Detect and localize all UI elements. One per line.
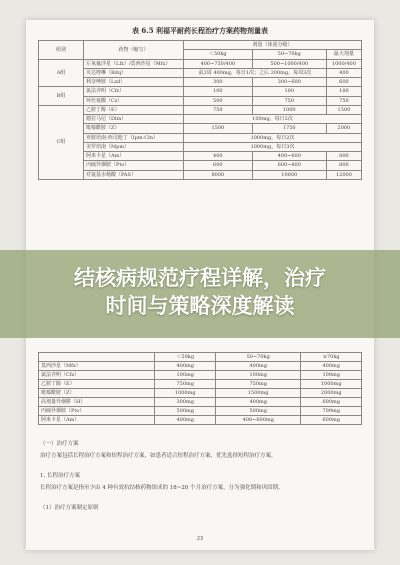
dosage-table	[38, 40, 362, 180]
cell: 600mg	[301, 398, 362, 407]
subsection-1: 1. 长程治疗方案	[40, 473, 80, 479]
cell: 亚胺培南-西司他丁（Ipm-Cln）	[84, 133, 184, 142]
cell: 400	[326, 68, 361, 77]
cell: 100	[184, 87, 253, 96]
cell: 100	[252, 87, 326, 96]
cell: 600mg	[301, 416, 362, 425]
cell: 100mg	[216, 371, 301, 380]
cell: 750	[326, 96, 361, 105]
cell: 100mg	[301, 371, 362, 380]
cell: 1500	[326, 105, 361, 114]
section-title: （一）治疗方案	[40, 441, 79, 447]
table-row	[39, 416, 362, 425]
table-row	[39, 371, 362, 380]
header-dose: 剂量（体重分级）	[184, 41, 362, 50]
table-row	[39, 78, 362, 87]
cell: 400~750/400	[184, 59, 253, 68]
table-row	[39, 68, 362, 77]
table-row	[39, 105, 362, 114]
banner-title-line-1: 结核病规范疗程详解，治疗	[74, 266, 326, 290]
cell: 1000mg	[155, 389, 216, 398]
cell: 50~70kg	[216, 353, 301, 362]
table-row	[39, 96, 362, 105]
cell: 2000mg	[301, 389, 362, 398]
cell: 400~600	[252, 152, 326, 161]
cell: 贝达喹啉（Bdq）	[84, 68, 184, 77]
header-max: 最大剂量	[326, 50, 361, 59]
header-drug: 药物（缩写）	[84, 41, 184, 60]
cell: 100mg，每日2次	[184, 115, 362, 124]
cell: 1000mg，每日3次	[184, 142, 362, 151]
cell: A组	[39, 59, 84, 87]
cell: 前2周 400mg，每日1次；之后 200mg，每周3次	[184, 68, 327, 77]
cell: 1500	[184, 124, 253, 133]
cell: 800	[326, 161, 361, 170]
cell: 氯法齐明（Cfz）	[39, 371, 155, 380]
table-row	[39, 124, 362, 133]
cell: 对氨基水杨酸（PAS）	[84, 170, 184, 179]
cell: 500mg	[155, 407, 216, 416]
cell: B组	[39, 87, 84, 106]
header-lt50: ＜50kg	[184, 50, 253, 59]
cell: 400mg	[301, 362, 362, 371]
cell: 750	[252, 96, 326, 105]
cell: 600	[326, 78, 361, 87]
cell: 高剂量异烟肼（H）	[39, 398, 155, 407]
cell: 吡嗪酰胺（Z）	[39, 389, 155, 398]
cell: 500mg	[216, 407, 301, 416]
cell: 8000	[184, 170, 253, 179]
cell: 美罗培南（Mpm）	[84, 142, 184, 151]
cell: 400	[184, 152, 253, 161]
header-group: 组别	[39, 41, 84, 60]
cell: 德拉马尼（Dlm）	[84, 115, 184, 124]
cell: 300	[184, 78, 253, 87]
cell: 2000	[326, 124, 361, 133]
cell: 100	[326, 87, 361, 96]
cell: 500	[184, 96, 253, 105]
cell: 600~800	[252, 161, 326, 170]
short-regimen-table	[38, 352, 362, 425]
cell: 莫西沙星（Mfx）	[39, 362, 155, 371]
cell: 阿米卡星（Am）	[39, 416, 155, 425]
cell: 1000mg，每日2次	[184, 133, 362, 142]
table-row	[39, 353, 362, 362]
cell: 阿米卡星（Am）	[84, 152, 184, 161]
page-number: 23	[196, 536, 204, 542]
table-row	[39, 380, 362, 389]
cell: 400mg	[155, 362, 216, 371]
cell: 1500mg	[216, 389, 301, 398]
table-row	[39, 407, 362, 416]
header-50-70: 50~70kg	[252, 50, 326, 59]
paragraph-1: 治疗方案包括长程治疗方案和短程治疗方案，如患者适合短程治疗方案，优先选择短程治疗方案。	[40, 453, 277, 459]
subsection-2: （1）治疗方案制定原则	[40, 505, 99, 511]
cell: 300~600	[252, 78, 326, 87]
cell: 丙硫异烟胺（Pto）	[39, 407, 155, 416]
paragraph-2: 长程治疗方案是指至少由 4 种有效抗结核药物组成的 18~20 个月治疗方案，分为强化期和巩固期。	[40, 485, 284, 491]
cell: ≥70kg	[301, 353, 362, 362]
cell: 环丝氨酸（Cs）	[84, 96, 184, 105]
cell: 400mg	[216, 398, 301, 407]
cell: 乙胺丁醇（E）	[39, 380, 155, 389]
cell	[39, 353, 155, 362]
table-row	[39, 170, 362, 179]
table-row	[39, 161, 362, 170]
table-row	[39, 133, 362, 142]
cell: 左氧氟沙星（Lfx）/莫西沙星（Mfx）	[84, 59, 184, 68]
table-row	[39, 115, 362, 124]
cell: 400mg	[216, 362, 301, 371]
cell: 400mg	[155, 416, 216, 425]
cell: 750	[184, 105, 253, 114]
cell: 10000	[252, 170, 326, 179]
cell: 100mg	[155, 371, 216, 380]
table-row	[39, 142, 362, 151]
table-row	[39, 398, 362, 407]
cell: 750mg	[216, 380, 301, 389]
table-row	[39, 362, 362, 371]
table-row	[39, 152, 362, 161]
table-row	[39, 59, 362, 68]
table-row	[39, 87, 362, 96]
cell: 1000mg	[301, 380, 362, 389]
cell: 利奈唑胺（Lzd）	[84, 78, 184, 87]
cell: 1000/400	[326, 59, 361, 68]
cell: 1750	[252, 124, 326, 133]
cell: 乙胺丁醇（E）	[84, 105, 184, 114]
banner-title-line-2: 时间与策略深度解读	[105, 294, 295, 318]
cell: 800	[326, 152, 361, 161]
cell: 300mg	[155, 398, 216, 407]
cell: 12000	[326, 170, 361, 179]
cell: 500~1000/400	[252, 59, 326, 68]
cell: 400~600mg	[216, 416, 301, 425]
cell: 600	[184, 161, 253, 170]
cell: 700mg	[301, 407, 362, 416]
table-row	[39, 389, 362, 398]
cell: 氯法齐明（Cfz）	[84, 87, 184, 96]
cell: 丙硫异烟胺（Pto）	[84, 161, 184, 170]
table-title: 表 6.5 利福平耐药长程治疗方案药物剂量表	[131, 26, 269, 35]
cell: 吡嗪酰胺（Z）	[84, 124, 184, 133]
cell: ＜50kg	[155, 353, 216, 362]
cell: 1000	[252, 105, 326, 114]
cell: C组	[39, 105, 84, 179]
table-header-row	[39, 41, 362, 50]
cell: 750mg	[155, 380, 216, 389]
